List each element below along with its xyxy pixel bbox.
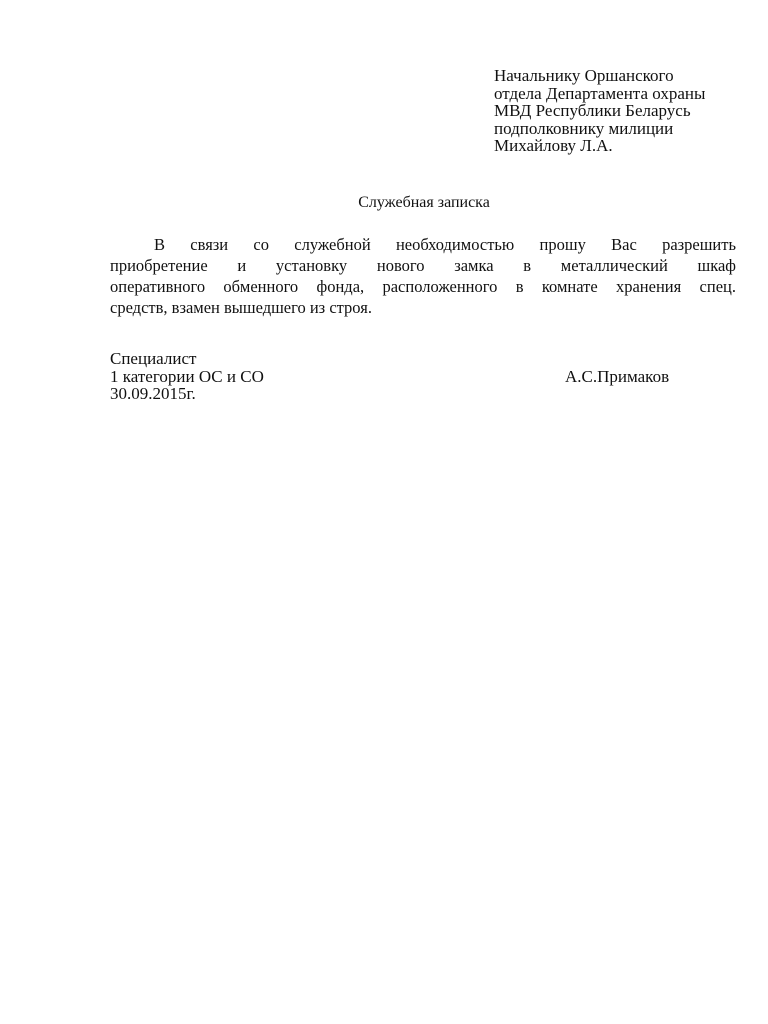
signer-name: А.С.Примаков — [565, 366, 670, 386]
signer-position-row — [110, 368, 690, 386]
signer-category: 1 категории ОС и СО — [110, 366, 264, 386]
document-title: Служебная записка — [358, 194, 490, 211]
addressee-block — [494, 67, 754, 155]
document-body — [110, 234, 736, 318]
document-date: 30.09.2015г. — [110, 384, 196, 403]
addressee-line: МВД Республики Беларусь — [494, 101, 691, 120]
addressee-line: подполковнику милиции — [494, 118, 674, 138]
body-line: приобретение и установку нового замка в металлический шкаф — [110, 256, 736, 275]
addressee-line: отдела Департамента охраны — [494, 83, 706, 103]
body-line: оперативного обменного фонда, расположенного в комнате хранения спец. — [110, 277, 736, 296]
signer-position: Специалист — [110, 349, 197, 368]
addressee-line: Михайлову Л.А. — [494, 136, 613, 155]
signature-block — [110, 350, 690, 403]
body-line: В связи со служебной необходимостью прошу Вас разрешить — [154, 235, 736, 254]
body-line: средств, взамен вышедшего из строя. — [110, 298, 372, 317]
addressee-line: Начальнику Оршанского — [494, 66, 674, 85]
